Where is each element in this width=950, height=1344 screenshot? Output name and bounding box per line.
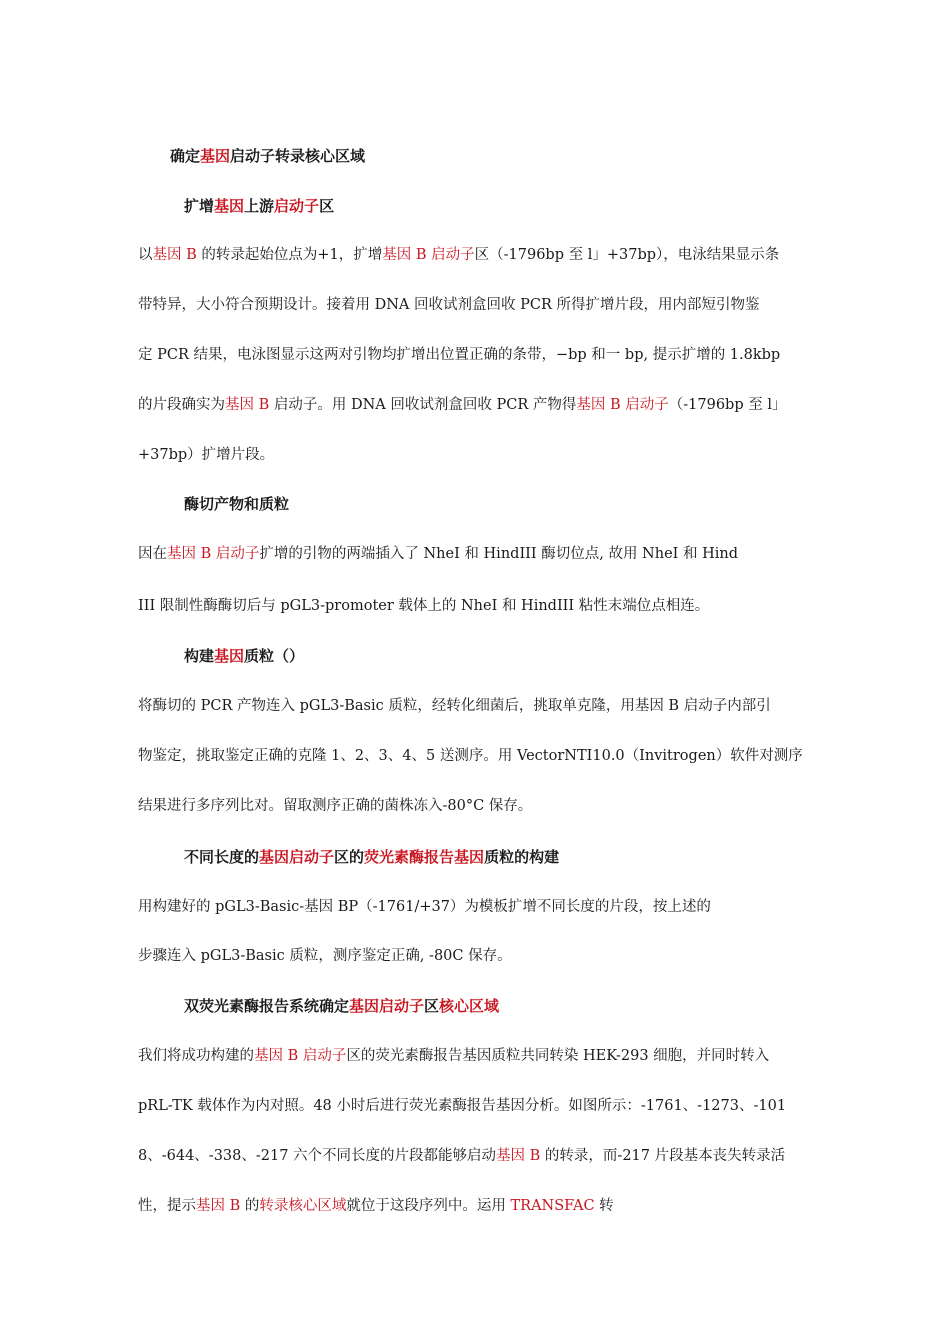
text-run: 结果进行多序列比对。留取测序正确的菌株冻入-80°C 保存。 — [138, 798, 533, 814]
text-run: （-1796bp 至 l」 — [668, 397, 787, 413]
text-run: 将酶切的 PCR 产物连入 pGL3-Basic 质粒，经转化细菌后，挑取单克隆，用基因 B 启动子内部引 — [138, 698, 771, 714]
section-heading-dual-luciferase — [184, 996, 499, 1016]
text-run: 定 PCR 结果，电泳图显示这两对引物均扩增出位置正确的条带，−bp 和一 bp, 提示扩增的 1.8kbp — [138, 347, 781, 363]
section-heading-construct — [184, 646, 304, 666]
text-run: 8、-644、-338、-217 六个不同长度的片段都能够启动 — [138, 1148, 497, 1164]
text-run: 启动子。用 DNA 回收试剂盒回收 PCR 产物得 — [269, 397, 577, 413]
paragraph-line — [138, 1196, 614, 1216]
paragraph-line — [138, 395, 786, 415]
text-run: 我们将成功构建的 — [138, 1048, 254, 1064]
text-run: 用构建好的 pGL3-Basic-基因 BP（-1761/+37）为模板扩增不同长度的片段，按上述的 — [138, 899, 711, 915]
paragraph-line — [138, 1146, 785, 1166]
heading-part: 上游 — [244, 197, 275, 215]
heading-highlight: 基因启动子 — [259, 848, 335, 866]
heading-highlight: 基因启动子 — [349, 997, 425, 1015]
text-run: 因在 — [138, 546, 167, 562]
heading-part: 区 — [424, 997, 440, 1015]
text-run: 区（-1796bp 至 l」+37bp），电泳结果显示条 — [474, 247, 780, 263]
paragraph-line — [138, 946, 512, 966]
document-title — [170, 146, 365, 166]
heading-highlight: 启动子 — [274, 197, 320, 215]
heading-part: 区 — [319, 197, 335, 215]
paragraph-line — [138, 796, 532, 816]
heading-part: 不同长度的 — [184, 848, 260, 866]
heading-part: 构建 — [184, 647, 215, 665]
section-heading-amplify — [184, 196, 334, 216]
text-run: 的 — [240, 1198, 260, 1214]
paragraph-line — [138, 345, 780, 365]
highlight-run: 基因 B 启动子 — [167, 546, 260, 562]
paragraph-line — [138, 295, 760, 315]
heading-part: 酶切产物和质粒 — [184, 495, 290, 513]
text-run: 步骤连入 pGL3-Basic 质粒，测序鉴定正确, -80C 保存。 — [138, 948, 512, 964]
section-heading-digest — [184, 494, 289, 514]
heading-highlight: 核心区域 — [439, 997, 500, 1015]
heading-part: 区的 — [334, 848, 365, 866]
text-run: 区的荧光素酶报告基因质粒共同转染 HEK-293 细胞，并同时转入 — [346, 1048, 770, 1064]
text-run: 扩增的引物的两端插入了 NheI 和 HindIII 酶切位点, 故用 NheI 和 Hind — [259, 546, 739, 562]
text-run: +37bp）扩增片段。 — [138, 447, 275, 463]
paragraph-line — [138, 245, 779, 265]
paragraph-line — [138, 696, 771, 716]
text-run: III 限制性酶酶切后与 pGL3-promoter 载体上的 NheI 和 HindIII 粘性末端位点相连。 — [138, 598, 710, 614]
highlight-run: 基因 B 启动子 — [576, 397, 669, 413]
title-highlight: 基因 — [200, 147, 231, 165]
heading-part: 质粒（） — [244, 647, 305, 665]
title-part: 确定 — [170, 147, 201, 165]
heading-highlight: 基因 — [214, 197, 245, 215]
heading-highlight: 基因 — [214, 647, 245, 665]
text-run: 物鉴定，挑取鉴定正确的克隆 1、2、3、4、5 送测序。用 VectorNTI10.0（Invitrogen）软件对测序 — [138, 748, 803, 764]
paragraph-line — [138, 596, 709, 616]
text-run: 带特异，大小符合预期设计。接着用 DNA 回收试剂盒回收 PCR 所得扩增片段，用内部短引物鉴 — [138, 297, 760, 313]
heading-part: 质粒的构建 — [484, 848, 560, 866]
heading-part: 双荧光素酶报告系统确定 — [184, 997, 350, 1015]
paragraph-line — [138, 445, 274, 465]
heading-part: 扩增 — [184, 197, 215, 215]
highlight-run: 转录核心区域 — [259, 1198, 347, 1214]
text-run: 的转录起始位点为+1，扩增 — [196, 247, 383, 263]
text-run: 就位于这段序列中。运用 — [346, 1198, 511, 1214]
section-heading-lengths — [184, 847, 559, 867]
paragraph-line — [138, 1096, 786, 1116]
heading-highlight: 荧光素酶报告基因 — [364, 848, 485, 866]
highlight-run: 基因 B 启动子 — [382, 247, 475, 263]
paragraph-line — [138, 746, 803, 766]
highlight-run: 基因 B — [496, 1148, 541, 1164]
paragraph-line — [138, 544, 738, 564]
text-run: 的片段确实为 — [138, 397, 225, 413]
highlight-run: 基因 B 启动子 — [254, 1048, 347, 1064]
highlight-run: TRANSFAC — [510, 1198, 595, 1214]
paragraph-line — [138, 897, 711, 917]
text-run: 的转录，而-217 片段基本丧失转录活 — [540, 1148, 786, 1164]
text-run: pRL-TK 载体作为内对照。48 小时后进行荧光素酶报告基因分析。如图所示：-1761、-1273、-101 — [138, 1098, 787, 1114]
text-run: 转 — [594, 1198, 614, 1214]
highlight-run: 基因 B — [225, 397, 270, 413]
highlight-run: 基因 B — [196, 1198, 241, 1214]
text-run: 以 — [138, 247, 153, 263]
paragraph-line — [138, 1046, 769, 1066]
text-run: 性，提示 — [138, 1198, 196, 1214]
highlight-run: 基因 B — [152, 247, 197, 263]
title-part: 启动子转录核心区域 — [230, 147, 366, 165]
